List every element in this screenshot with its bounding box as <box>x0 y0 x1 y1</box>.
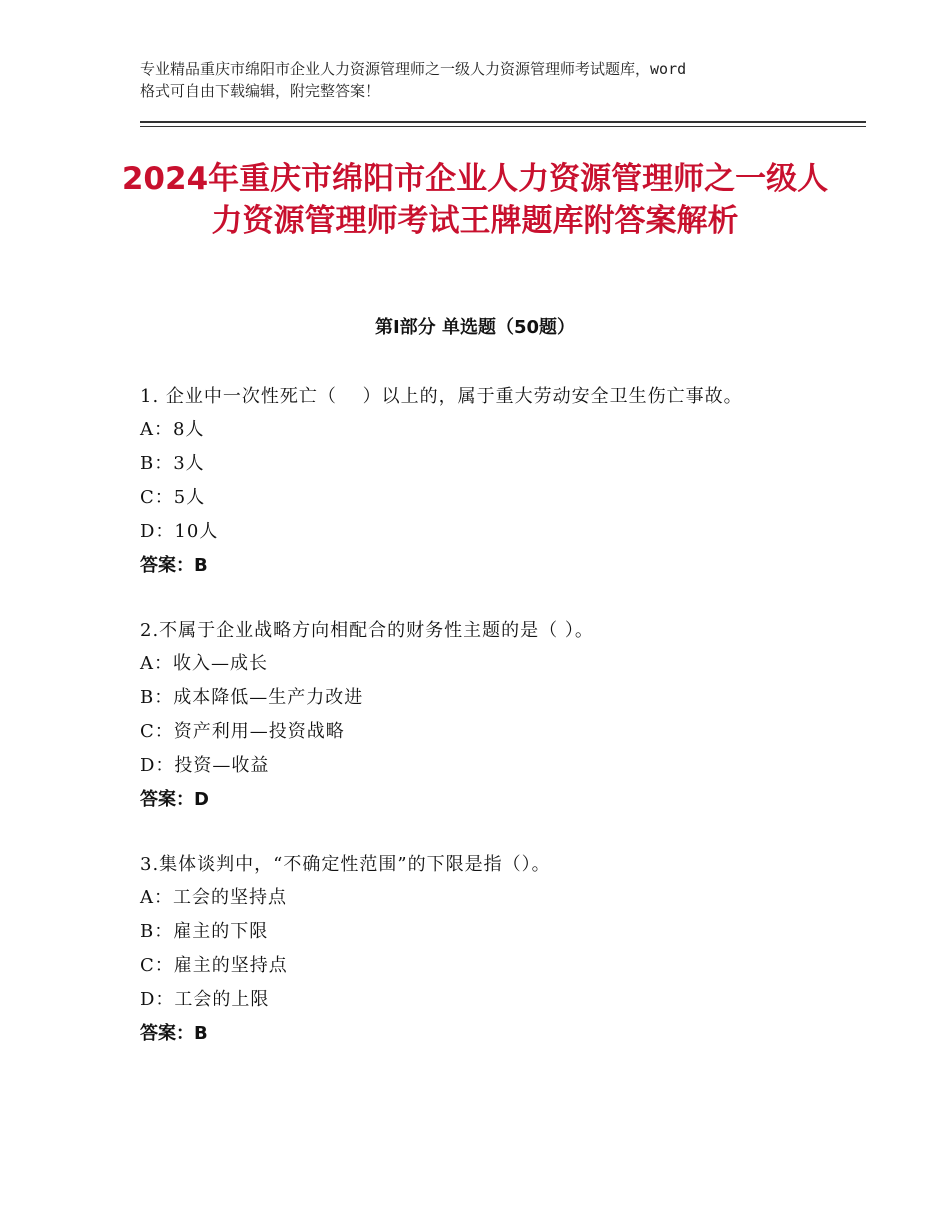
question-list <box>140 381 810 1083</box>
option-d: D：工会的上限 <box>140 989 270 1010</box>
answer-label: 答案：B <box>140 555 208 576</box>
option-d: D：投资—收益 <box>140 755 270 776</box>
option-b: B：雇主的下限 <box>140 921 269 942</box>
option-c: C：雇主的坚持点 <box>140 955 288 976</box>
header-note-line-2: 格式可自由下载编辑，附完整答案！ <box>140 82 381 100</box>
question-stem: 3.集体谈判中，“不确定性范围”的下限是指（）。 <box>140 854 551 875</box>
question-3 <box>140 849 810 1051</box>
option-a: A：8人 <box>140 419 205 440</box>
header-divider-thin <box>140 126 866 127</box>
document-header-note <box>140 58 830 102</box>
header-divider-thick <box>140 121 866 123</box>
option-b: B：3人 <box>140 453 205 474</box>
option-c: C：资产利用—投资战略 <box>140 721 345 742</box>
answer-label: 答案：B <box>140 1023 208 1044</box>
question-stem: 2.不属于企业战略方向相配合的财务性主题的是（ ）。 <box>140 620 594 641</box>
option-a: A：工会的坚持点 <box>140 887 287 908</box>
option-b: B：成本降低—生产力改进 <box>140 687 364 708</box>
option-a: A：收入—成长 <box>140 653 268 674</box>
question-2 <box>140 615 810 817</box>
question-1 <box>140 381 810 583</box>
document-title: 2024年重庆市绵阳市企业人力资源管理师之一级人力资源管理师考试王牌题库附答案解析 <box>121 161 829 239</box>
header-note-line-1: 专业精品重庆市绵阳市企业人力资源管理师之一级人力资源管理师考试题库，word <box>140 60 687 78</box>
section-heading: 第Ⅰ部分 单选题（50题） <box>374 317 575 338</box>
answer-label: 答案：D <box>140 789 209 810</box>
option-c: C：5人 <box>140 487 206 508</box>
question-stem: 1. 企业中一次性死亡（ ）以上的，属于重大劳动安全卫生伤亡事故。 <box>140 386 743 407</box>
option-d: D：10人 <box>140 521 219 542</box>
